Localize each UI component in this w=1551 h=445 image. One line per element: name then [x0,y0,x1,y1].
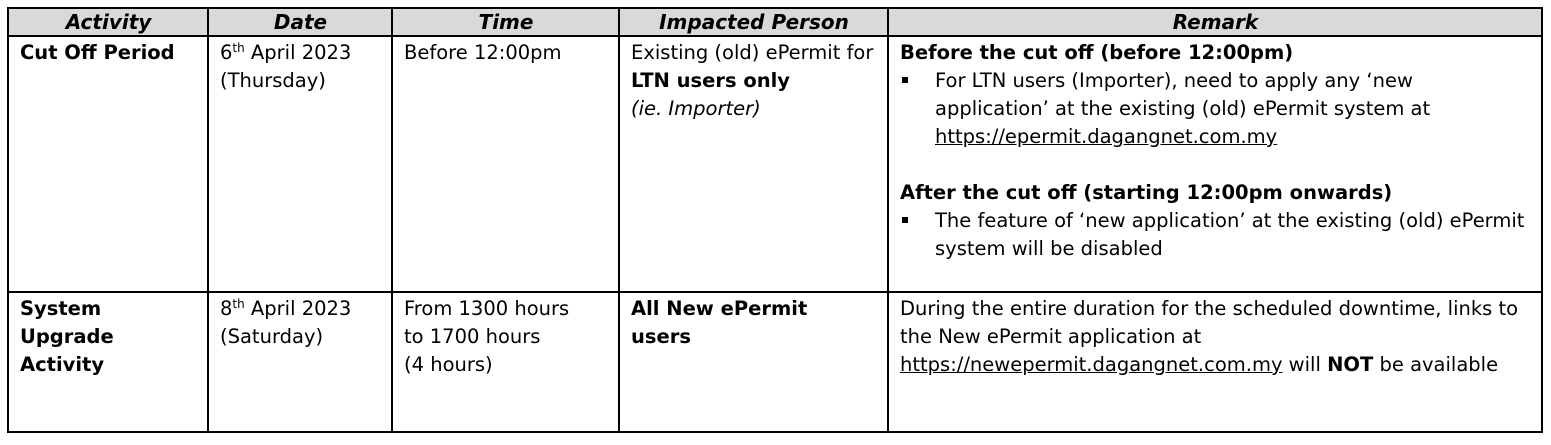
time-cell [392,36,619,292]
header-date: Date [208,8,392,36]
remark-text-mid: will [1282,353,1328,376]
date-value [220,39,381,67]
time-cell [392,292,619,432]
list-item [900,67,1531,151]
table-row [8,36,1542,292]
list-item [900,207,1531,263]
header-impacted-person: Impacted Person [619,8,888,36]
date-value [220,295,381,323]
remark-cell [888,292,1542,432]
newepermit-link[interactable]: https://newepermit.dagangnet.com.my [900,353,1283,376]
header-row [8,8,1542,36]
remark-text-end: be available [1373,353,1499,376]
activity-cell [8,292,208,432]
square-bullet-icon [902,77,908,83]
date-day: 8 [220,297,233,320]
activity-line-2: Upgrade [20,325,114,348]
remark-text-bold: NOT [1327,353,1374,376]
remark-bullet-after: The feature of ‘new application’ at the existing (old) ePermit system will be disabled [935,209,1525,260]
remark-text-start: During the entire duration for the scheduled downtime, links to the New ePermit application at [900,297,1519,348]
date-month-year: April 2023 [244,41,352,64]
impacted-cell [619,36,888,292]
remark-list-before [900,67,1531,151]
time-line-2: to 1700 hours [404,325,541,348]
activity-label: Cut Off Period [20,41,175,64]
activity-line-1: System [20,297,102,320]
impacted-line-2: users [631,325,691,348]
date-cell [208,292,392,432]
spacer [900,151,1531,179]
remark-cell [888,36,1542,292]
remark-heading-after: After the cut off (starting 12:00pm onwards) [900,181,1393,204]
remark-list-after [900,207,1531,263]
time-value: Before 12:00pm [404,41,562,64]
time-line-3: (4 hours) [404,353,493,376]
impacted-note: (ie. Importer) [631,97,761,120]
date-month-year: April 2023 [244,297,352,320]
date-cell [208,36,392,292]
remark-bullet-before: For LTN users (Importer), need to apply any ‘new application’ at the existing (old) ePermit system at [935,69,1431,120]
header-activity: Activity [8,8,208,36]
date-suffix: th [232,297,245,311]
epermit-link[interactable]: https://epermit.dagangnet.com.my [935,125,1278,148]
header-time: Time [392,8,619,36]
date-suffix: th [232,41,245,55]
schedule-table [7,7,1543,433]
header-remark: Remark [888,8,1542,36]
remark-heading-before: Before the cut off (before 12:00pm) [900,41,1294,64]
activity-cell [8,36,208,292]
impacted-prefix: Existing (old) ePermit for [631,41,874,64]
date-weekday: (Thursday) [220,69,326,92]
impacted-cell [619,292,888,432]
time-line-1: From 1300 hours [404,297,570,320]
activity-line-3: Activity [20,353,105,376]
table-row [8,292,1542,432]
square-bullet-icon [902,217,908,223]
date-weekday: (Saturday) [220,325,324,348]
impacted-line-1: All New ePermit [631,297,808,320]
impacted-bold: LTN users only [631,69,791,92]
date-day: 6 [220,41,233,64]
